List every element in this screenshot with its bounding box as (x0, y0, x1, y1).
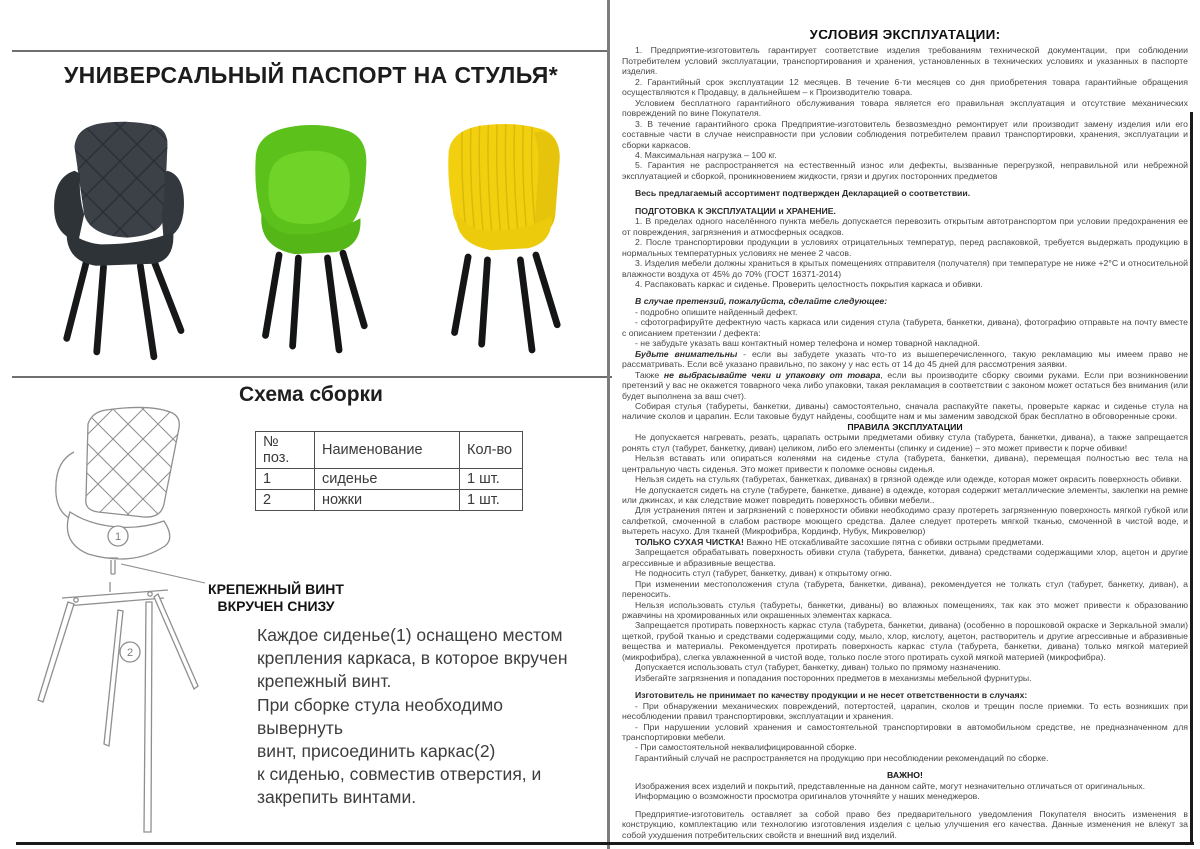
header-qty: Кол-во (460, 432, 523, 469)
text-run: Важно НЕ отскабливайте засохшие пятна с обивки острыми предметами. (743, 536, 1044, 547)
text-paragraph (622, 485, 1188, 506)
paragraph-spacer (622, 199, 1188, 206)
text-paragraph (622, 258, 1188, 279)
text-run: Будьте внимательны (635, 348, 738, 359)
text-run: 2. Гарантийный срок эксплуатации 12 месяцев. В течение 6-ти месяцев со дня приобретения товара гарантийные обращения осуществляются к Продавцу, в дальнейшем – к Производителю товара. (622, 76, 1188, 98)
text-run: - сфотографируйте дефектную часть каркаса или сидения стула (табурета, банкетки, дивана), фотографию отправьте на почту вместе с описанием претензии / дефекта: (622, 317, 1188, 338)
text-run: 3. Изделия мебели должны храниться в крытых помещениях отправителя (получателя) при температуре не ниже +2°С и относительной влажности воздуха от 45% до 70% (ГОСТ 16371-2014) (622, 258, 1188, 279)
text-run: - если вы забудете указать что-то из вышеперечисленного, такую рекламацию мы имеем право не рассматривать. Если всё указано правильно, по закону у нас есть от 14 до 45 дней для рассмотрения заявки. (622, 348, 1188, 370)
text-run: Информацию о возможности просмотра оригиналов уточняйте у наших менеджеров. (635, 791, 980, 802)
text-run: Предприятие-изготовитель оставляет за собой право без предварительного уведомления Покупателя вносить изменения в конструкцию, комплектацию или технологию изготовления изделия с целью улучшения его качества. Данные изменения не влекут за собой ухудшения потребительских свойств и внешний вид изделий. (622, 808, 1188, 840)
text-paragraph (622, 317, 1188, 338)
text-paragraph (622, 579, 1188, 600)
text-run: ПОДГОТОВКА К ЭКСПЛУАТАЦИИ и ХРАНЕНИЕ. (635, 205, 836, 216)
text-run: 1. Предприятие-изготовитель гарантирует соответствие изделия требованиям технической документации, при соблюдении Потребителем условий эксплуатации, транспортирования и хранения, установленных в технических условиях и указанных в паспорте изделия. (622, 45, 1188, 77)
text-run: - не забудьте указать ваш контактный номер телефона и номер товарной накладной. (635, 338, 980, 349)
text-paragraph (622, 98, 1188, 119)
text-paragraph (622, 307, 1188, 317)
text-paragraph (622, 216, 1188, 237)
text-paragraph (622, 188, 1188, 198)
text-run: Не подносить стул (табурет, банкетку, диван) к открытому огню. (635, 568, 892, 579)
chair-image-yellow (410, 112, 594, 370)
text-paragraph (622, 662, 1188, 672)
text-run: 4. Максимальная нагрузка – 100 кг. (635, 149, 777, 160)
column-divider (607, 0, 610, 849)
text-paragraph (622, 505, 1188, 536)
table-header-row (256, 432, 523, 469)
paragraph-spacer (622, 683, 1188, 690)
text-paragraph (622, 781, 1188, 791)
chair-image-green (219, 112, 403, 370)
text-run: ТОЛЬКО СУХАЯ ЧИСТКА! (635, 536, 744, 547)
text-paragraph (622, 453, 1188, 474)
text-paragraph (622, 401, 1188, 422)
cell-name: ножки (315, 490, 460, 511)
parts-table (255, 431, 523, 511)
instruction-line: При сборке стула необходимо вывернуть (257, 694, 503, 738)
text-run: Запрещается протирать поверхность каркас стула (табурета, банкетки, дивана) (особенно в порошковой окраске и Зеркальной эмали) щеткой, грубой тканью и средствами содержащими соду, мыло, хлор, кислоту, ацетон, растворитель и другие агрессивные и абразивные вещества и материалы. Рекомендуется протирать поверхность каркас стула (табурета, банкетки, дивана) только мягкой материей (микрофибра), слегка увлажненной в чистой воде, только после этого протирать сухой мягкой материей (микрофибра). (622, 620, 1188, 662)
text-run: Нельзя вставать или опираться коленями на сиденье стула (табурета, банкетки, дивана), перемещая полностью вес тела на центральную часть сиденья. Это может привести к поломке основы сиденья. (622, 453, 1188, 474)
text-run: 1. В пределах одного населённого пункта мебель допускается перевозить открытым автотранспортом при условии предохранения ее от повреждения, загрязнения и атмосферных осадков. (622, 216, 1188, 237)
callout-1: 1 (114, 531, 122, 543)
instruction-line: Каждое сиденье(1) оснащено местом (257, 625, 563, 645)
text-run: - При самостоятельной неквалифицированной сборке. (635, 742, 857, 753)
text-paragraph (622, 45, 1188, 76)
text-paragraph (622, 547, 1188, 568)
paragraph-spacer (622, 763, 1188, 770)
top-rule (12, 50, 608, 52)
text-run: Допускается использовать стул (табурет, банкетку, диван) только по прямому назначению. (635, 662, 1001, 673)
cell-pos: 1 (256, 469, 315, 490)
text-paragraph (622, 690, 1188, 700)
text-run: Нельзя использовать стулья (табуреты, банкетки, диваны) во влажных помещениях, так как это может привести к образованию ржавчины на хромированных или окрашенных элементах каркаса. (622, 599, 1188, 621)
table-row (256, 490, 523, 511)
text-run: При изменении местоположения стула (табурета, банкетки, дивана), рекомендуется не толкать стул (табурет, банкетку, диван), а переносить. (622, 578, 1188, 600)
chair-image-dark (28, 112, 212, 370)
text-paragraph (622, 537, 1188, 547)
usage-conditions-title: УСЛОВИЯ ЭКСПЛУАТАЦИИ: (809, 30, 1001, 42)
callout-2: 2 (126, 647, 134, 659)
text-run: Избегайте загрязнения и попадания посторонних предметов в механизмы мебельной фурнитуры. (635, 672, 1032, 683)
text-run: ПРАВИЛА ЭКСПЛУАТАЦИИ (847, 421, 963, 432)
instruction-line: крепежный винт. (257, 671, 392, 692)
text-run: 3. В течение гарантийного срока Предприятие-изготовитель безвозмездно ремонтирует или производит замену изделия или его составные части в случае неисправности при условии соблюдения потребителем правил транспортировки, хранения, эксплуатации и сборки каркасов. (622, 118, 1188, 150)
text-run: не выбрасывайте чеки и упаковку от товара (663, 369, 881, 380)
text-run: Весь предлагаемый ассортимент подтвержден Декларацией о соответствии. (635, 188, 971, 199)
text-run: , если вы производите сборку своими руками. Если при возникновении претензий у вас не окажется товарного чека либо упаковки, такая рекламация в соответствии с законом может остаться без внимания (или будет выполнена за ваш счет). (622, 369, 1188, 401)
text-paragraph (622, 119, 1188, 150)
page-title: УНИВЕРСАЛЬНЫЙ ПАСПОРТ НА СТУЛЬЯ* (63, 62, 559, 88)
text-paragraph (622, 279, 1188, 289)
middle-rule (12, 376, 612, 378)
cell-name: сиденье (315, 469, 460, 490)
screw-label (196, 581, 356, 615)
text-paragraph (622, 296, 1188, 306)
cell-pos: 2 (256, 490, 315, 511)
assembly-section-title: Схема сборки (239, 383, 383, 406)
text-paragraph (622, 150, 1188, 160)
text-paragraph (622, 206, 1188, 216)
screw-label-line1: КРЕПЕЖНЫЙ ВИНТ (208, 581, 344, 597)
page-edge-bottom (16, 842, 1194, 845)
text-run: - При обнаружении механических повреждений, потертостей, царапин, сколов и трещин после приемки. То есть возникших при несоблюдении правил транспортировки, эксплуатации и хранения. (622, 700, 1188, 722)
text-run: Нельзя сидеть на стульях (табуретах, банкетках, диванах) в грязной одежде или одежде, которая может окрасить поверхность обивки. (635, 474, 1182, 485)
text-run: 5. Гарантия не распространяется на естественный износ или дефекты, вызванные перегрузкой, неправильной или небрежной эксплуатацией и сборкой, проникновением жидкости, грязи и других посторонних предметов (622, 160, 1188, 181)
instruction-line: закрепить винтами. (257, 787, 417, 808)
instruction-line: крепления каркаса, в которое вкручен (257, 648, 568, 669)
text-run: 2. После транспортировки продукции в условиях отрицательных температур, перед распаковкой, требуется выдержать продукцию в нормальных температурных условиях не менее 2 часов. (622, 237, 1188, 258)
text-paragraph (622, 422, 1188, 432)
text-paragraph (622, 673, 1188, 683)
table-row (256, 469, 523, 490)
text-paragraph (622, 237, 1188, 258)
text-paragraph (622, 568, 1188, 578)
text-run: Изготовитель не принимает по качеству продукции и не несет ответственности в случаях: (635, 690, 1028, 701)
paragraph-spacer (622, 802, 1188, 809)
text-paragraph (622, 620, 1188, 662)
text-run: Изображения всех изделий и покрытий, представленные на данном сайте, могут незначительно отличаться от оригинальных. (635, 780, 1146, 791)
text-run: Собирая стулья (табуреты, банкетки, диваны) самостоятельно, сначала распакуйте пакеты, проверьте каркас и сиденье стула на наличие сколов и царапин. Если таковые будут найдены, сообщите нам и мы заменим заводской брак бесплатно в обговоренные сроки. (622, 400, 1188, 422)
text-run: Условием бесплатного гарантийного обслуживания товара является его правильная эксплуатация и отсутствие механических повреждений по вине Покупателя. (622, 97, 1188, 119)
text-run: Не допускается нагревать, резать, царапать острыми предметами обивку стула (табурета, банкетки, дивана), а также запрещается ронять стул (табурет, банкетку, диван) целиком, либо его элементы (спинку и сидение) – это может привести к порче обивки! (622, 432, 1188, 453)
text-run: Для устранения пятен и загрязнений с поверхности обивки необходимо сразу протереть загрязненную поверхность мягкой губкой или салфеткой, смоченной в слабом растворе моющего средства. Далее следует протереть мягкой тканью, смоченной в чистой воде, и вытереть насухо. Для тканей (Микрофибра, Кординф, Нубук, Микровелюр) (622, 505, 1188, 537)
text-run: - подробно опишите найденный дефект. (635, 306, 798, 317)
text-paragraph (622, 474, 1188, 484)
text-run: ВАЖНО! (887, 770, 923, 781)
text-paragraph (622, 338, 1188, 348)
header-name: Наименование (315, 432, 460, 469)
usage-conditions-section (622, 30, 1188, 840)
instruction-line: к сиденью, совместив отверстия, и (257, 764, 542, 785)
page-edge-right (1190, 112, 1193, 845)
cell-qty: 1 шт. (460, 490, 523, 511)
instruction-line: винт, присоединить каркас(2) (257, 741, 496, 762)
text-paragraph (622, 770, 1188, 780)
paragraph-spacer (622, 181, 1188, 188)
text-paragraph (622, 809, 1188, 840)
text-paragraph (622, 77, 1188, 98)
cell-qty: 1 шт. (460, 469, 523, 490)
text-paragraph (622, 701, 1188, 722)
chairs-row (28, 104, 594, 370)
text-run: В случае претензий, пожалуйста, сделайте следующее: (635, 296, 888, 307)
assembly-sketch (18, 404, 253, 839)
text-run: - При нарушении условий хранения и самостоятельной транспортировки в автомобильном средстве, не предназначенном для транспортировки мебели. (622, 721, 1188, 742)
text-run: 4. Распаковать каркас и сиденье. Проверить целостность покрытия каркаса и обивки. (635, 278, 983, 289)
text-paragraph (622, 791, 1188, 801)
text-paragraph (622, 432, 1188, 453)
text-paragraph (622, 160, 1188, 181)
text-paragraph (622, 370, 1188, 401)
text-paragraph (622, 600, 1188, 621)
usage-text (622, 45, 1188, 840)
text-run: Не допускается сидеть на стуле (табурете, банкетке, диване) в одежде, которая содержит металлические элементы, заклепки на ремне или джинсах, и как следствие может повредить поверхность обивки мебели.. (622, 484, 1188, 506)
text-paragraph (622, 742, 1188, 752)
text-run: Также (635, 369, 664, 380)
paragraph-spacer (622, 289, 1188, 296)
header-pos: № поз. (256, 432, 315, 469)
screw-label-line2: ВКРУЧЕН СНИЗУ (217, 598, 335, 614)
text-paragraph (622, 349, 1188, 370)
assembly-instructions (257, 624, 593, 810)
text-paragraph (622, 722, 1188, 743)
text-run: Гарантийный случай не распространяется на продукцию при несоблюдении рекомендаций по сборке. (635, 752, 1049, 763)
text-paragraph (622, 753, 1188, 763)
text-run: Запрещается обрабатывать поверхность обивки стула (табурета, банкетки, дивана) средствами содержащими хлор, ацетон и другие агрессивные и абразивные вещества. (622, 547, 1188, 568)
